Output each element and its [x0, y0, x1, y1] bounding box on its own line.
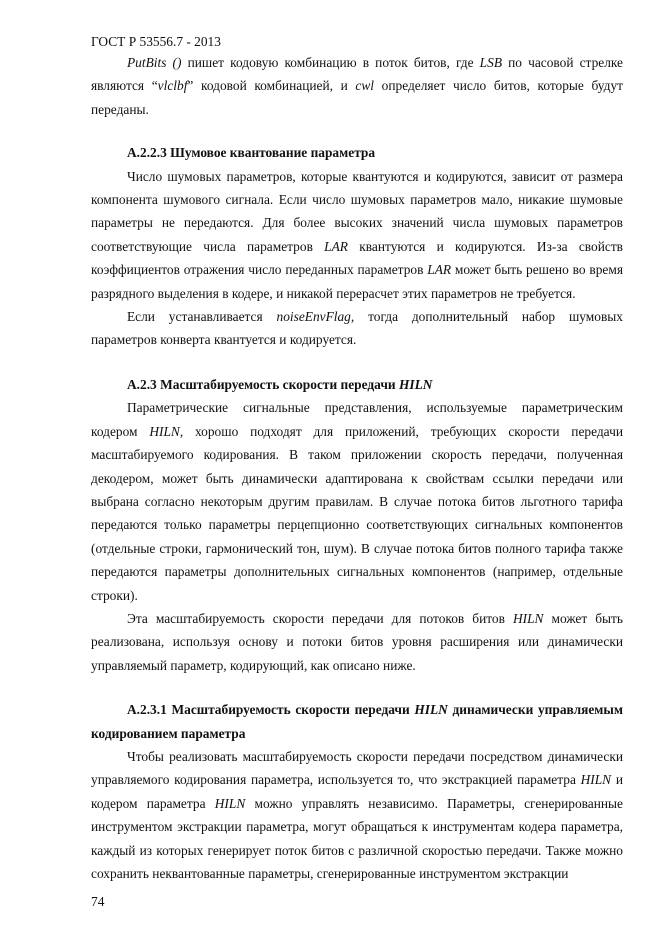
- paragraph-noise-params: Число шумовых параметров, которые квантуются и кодируются, зависит от размера компонента шумового сигнала. Если число шумовых параметров мало, никакие шумовые параметры не передаются. Для более высоких значений числа шумовых параметров соответствующие числа параметров LAR квантуются и кодируются. Из-за свойств коэффициентов отражения число переданных параметров LAR может быть решено во время разрядного выделения в кодере, и никакой перерасчет этих параметров не требуется.: [91, 168, 623, 301]
- section-heading-a223: А.2.2.3 Шумовое квантование параметра: [127, 145, 376, 161]
- paragraph-parametric: Параметрические сигнальные представления, используемые параметрическим кодером HILN, хорошо подходят для приложений, требующих скорости передачи масштабируемого кодирования. В таком приложении скорость передачи, полученная декодером, может быть динамически адаптирована к свойствам ссылки передачи или выбрана согласно некоторым другим правилам. В случае потока битов льготного тарифа передаются только параметры перцепционно соответствующих сигнальных компонентов (отдельные строки, гармонический тон, шум). В случае потока битов полного тарифа также передаются параметры дополнительных сигнальных компонентов (например, отдельные строки).: [91, 400, 623, 603]
- section-heading-a231: А.2.3.1 Масштабируемость скорости передачи HILN динамически управляемым кодированием параметра: [91, 702, 623, 741]
- page-number: 74: [91, 894, 105, 909]
- section-heading-a23: А.2.3 Масштабируемость скорости передачи HILN: [127, 376, 433, 392]
- running-header: ГОСТ Р 53556.7 - 2013: [91, 34, 221, 49]
- paragraph-dynamic-coding: Чтобы реализовать масштабируемость скорости передачи посредством динамически управляемого кодирования параметра, используется то, что экстракцией параметра HILN и кодером параметра HILN можно управлять независимо. Параметры, сгенерированные инструментом экстракции параметра, могут обращаться к инструментам кодера параметра, каждый из которых генерирует поток битов с различной скоростью передачи. Также можно сохранить неквантованные параметры, сгенерированные инструментом экстракции: [91, 748, 624, 881]
- paragraph-scalability: Эта масштабируемость скорости передачи для потоков битов HILN может быть реализована, используя основу и потоки битов уровня расширения или динамически управляемый параметр, кодирующий, как описано ниже.: [91, 610, 624, 673]
- paragraph-putbits: PutBits () пишет кодовую комбинацию в поток битов, где LSB по часовой стрелке являются “vlclbf” кодовой комбинацией, и cwl определяет число битов, которые будут переданы.: [91, 55, 624, 117]
- page-body: [91, 51, 623, 885]
- paragraph-noiseenvflag: Если устанавливается noiseEnvFlag, тогда дополнительный набор шумовых параметров конверта квантуется и кодируется.: [91, 309, 623, 348]
